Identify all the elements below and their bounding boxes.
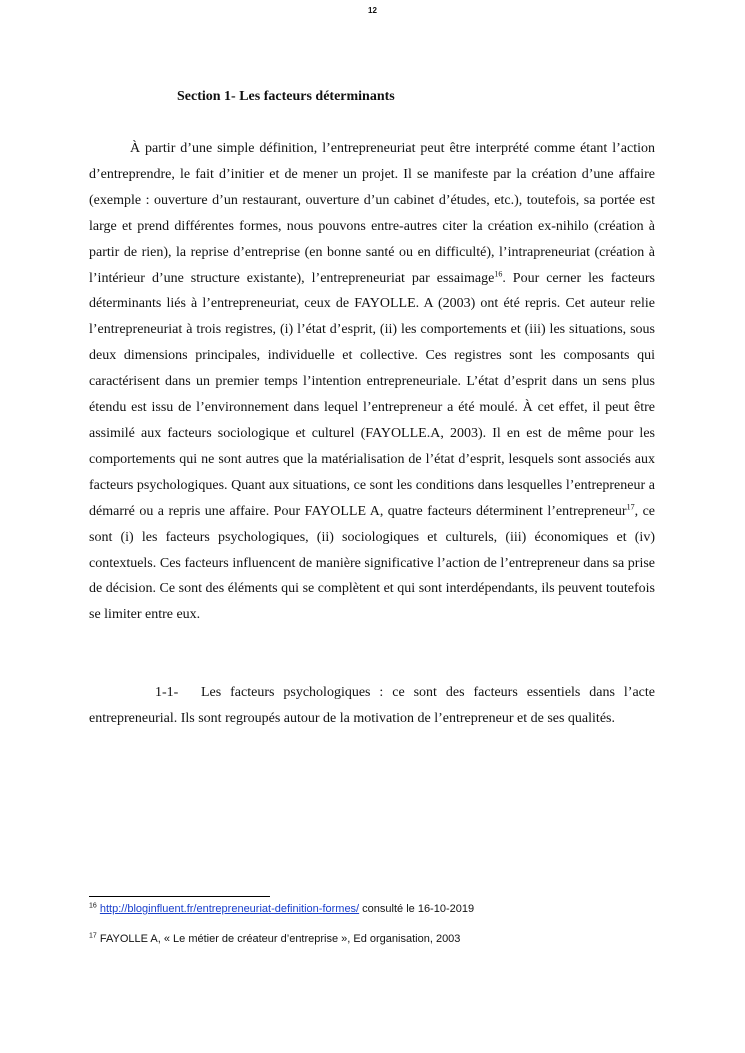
footnote-text: consulté le 16-10-2019 [359,903,475,915]
body-paragraph [89,136,655,628]
paragraph-text: À partir d’une simple définition, l’entrepreneuriat peut être interprété comme étant l’action d’entreprendre, le fait d’initier et de mener un projet. Il se manifeste par la création d’une affaire (exemple : ouverture d’un restaurant, ouverture d’un cabinet d’études, etc.), toutefois, sa portée est large et prend différentes formes, nous pouvons entre-autres citer la création ex-nihilo (création à partir de rien), la reprise d’entreprise (en bonne santé ou en difficulté), l’intrapreneuriat (création à l’intérieur d’une structure existante), l’entrepreneuriat par essaimage [89,141,655,286]
footnote [89,933,460,945]
footnote [89,903,474,915]
paragraph-text: , ce sont (i) les facteurs psychologiques, (ii) sociologiques et culturels, (iii) économiques et (iv) contextuels. Ces facteurs influencent de manière significative l’action de l’entrepreneur dans sa prise de décision. Ce sont des éléments qui se complètent et qui sont interdépendants, ils peuvent toutefois se limiter entre eux. [89,503,655,623]
subsection-text: Les facteurs psychologiques : ce sont des facteurs essentiels dans l’acte entrepreneurial. Ils sont regroupés autour de la motivation de l’entrepreneur et de ses qualités. [89,685,655,726]
footnote-ref[interactable]: 17 [626,502,635,512]
footnote-number: 16 [89,902,97,910]
subsection-number: 1-1- [155,685,179,700]
footnote-text: FAYOLLE A, « Le métier de créateur d’entreprise », Ed organisation, 2003 [96,933,461,945]
footnote-number: 17 [89,932,97,940]
footnote-link[interactable]: http://bloginfluent.fr/entrepreneuriat-definition-formes/ [99,903,360,915]
page-number: 12 [368,6,377,15]
footnote-separator [89,896,270,897]
subsection-paragraph [89,680,655,732]
footnote-ref[interactable]: 16 [494,268,503,278]
section-title: Section 1- Les facteurs déterminants [177,89,395,104]
paragraph-text: . Pour cerner les facteurs déterminants liés à l’entrepreneuriat, ceux de FAYOLLE. A (2003) ont été repris. Cet auteur relie l’entrepreneuriat à trois registres, (i) l’état d’esprit, (ii) les comportements et (iii) les situations, sous deux dimensions principales, individuelle et collective. Ces registres sont les composants qui caractérisent dans un premier temps l’intention entrepreneuriale. L’état d’esprit dans un sens plus étendu est issu de l’environnement dans lequel l’entrepreneur a été moulé. À cet effet, il peut être assimilé aux facteurs sociologique et culturel (FAYOLLE.A, 2003). Il en est de même pour les comportements qui ne sont autres que la matérialisation de l’état d’esprit, lesquels sont associés aux facteurs psychologiques. Quant aux situations, ce sont les conditions dans lesquelles l’entrepreneur a démarré ou a repris une affaire. Pour FAYOLLE A, quatre facteurs déterminent l’entrepreneur [89,270,655,519]
